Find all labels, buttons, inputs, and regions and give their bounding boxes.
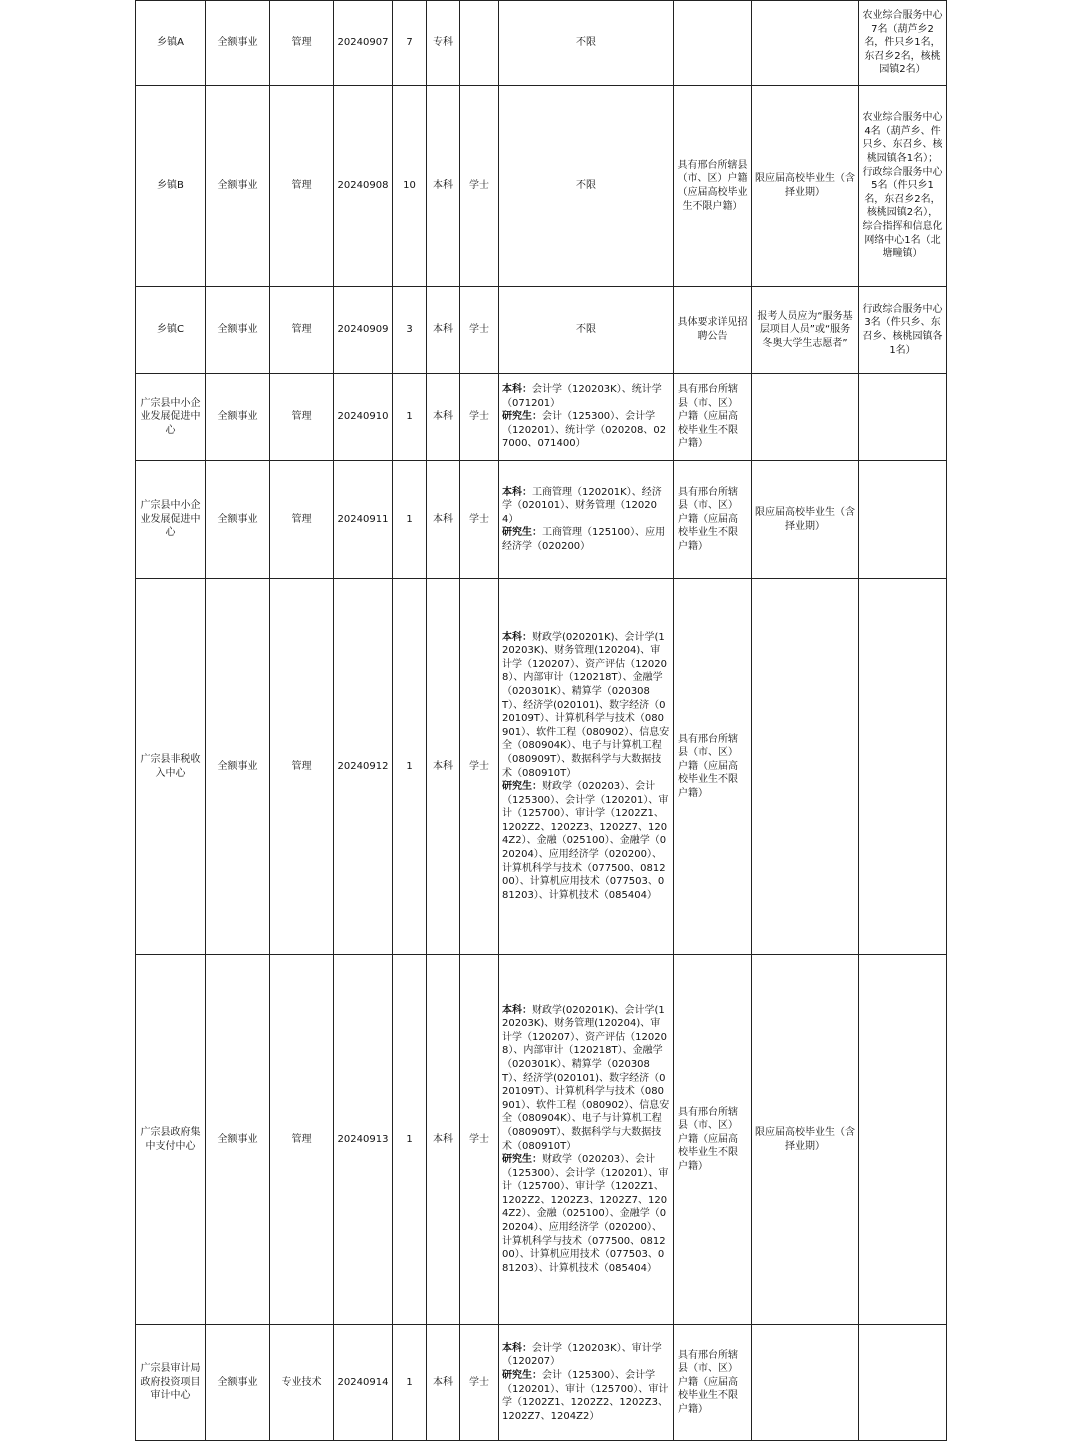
degree-cell: 学士 [460,287,499,374]
major-label-undergrad: 本科： [502,631,532,643]
type-cell: 全额事业 [206,287,270,374]
education-cell: 本科 [427,86,460,287]
education-cell: 本科 [427,1325,460,1441]
degree-cell: 学士 [460,374,499,461]
major-text-undergrad: 财政学(020201K)、会计学(120203K)、财务管理(120204)、审计学（120207）、资产评估（120208）、内部审计（120218T）、金融学（020301K）、精算学（020308T）、经济学(020101)、数字经济（020109T）、计算机科学与技术（080901）、软件工程（080902）、信息安全（080904K）、电子与计算机工程（080909T）、数据科学与大数据技术（080910T） [502,631,670,779]
education-cell: 本科 [427,579,460,955]
note-cell [859,955,947,1325]
recruitment-table [135,0,947,1441]
major-cell [499,955,674,1325]
note-cell: 农业综合服务中心4名（葫芦乡、件只乡、东召乡、核桃园镇各1名）；行政综合服务中心5名（件只乡1名，东召乡2名，核桃园镇2名），综合指挥和信息化网络中心1名（北塘疃镇） [859,86,947,287]
major-cell [499,287,674,374]
code-cell: 20240907 [334,1,393,86]
category-cell: 管理 [270,374,334,461]
education-cell: 本科 [427,955,460,1325]
table-row [136,1325,947,1441]
table-row [136,1,947,86]
type-cell: 全额事业 [206,1,270,86]
type-cell: 全额事业 [206,579,270,955]
household-cell: 具有邢台所辖县（市、区）户籍（应届高校毕业生不限户籍） [674,579,752,955]
category-cell: 专业技术 [270,1325,334,1441]
major-cell [499,1,674,86]
major-label-graduate: 研究生： [502,1369,542,1381]
other-cell [752,579,859,955]
note-cell [859,579,947,955]
degree-cell: 学士 [460,1325,499,1441]
other-cell: 报考人员应为“服务基层项目人员”或“服务冬奥大学生志愿者” [752,287,859,374]
household-cell: 具有邢台所辖县（市、区）户籍（应届高校毕业生不限户籍） [674,1325,752,1441]
note-cell: 行政综合服务中心3名（件只乡、东召乡、核桃园镇各1名） [859,287,947,374]
unit-cell: 广宗县审计局政府投资项目审计中心 [136,1325,206,1441]
major-text-graduate: 会计（125300）、会计学（120201）、审计（125700）、审计学（1202Z1、1202Z2、1202Z3、1202Z7、1204Z2） [502,1369,669,1422]
other-cell [752,1325,859,1441]
major-label-undergrad: 本科： [502,384,532,396]
unit-cell: 乡镇B [136,86,206,287]
household-cell: 具体要求详见招聘公告 [674,287,752,374]
major-label-graduate: 研究生： [502,781,542,793]
note-cell [859,461,947,579]
type-cell: 全额事业 [206,86,270,287]
major-text-graduate: 财政学（020203）、会计（125300）、会计学（120201）、审计（125700）、审计学（1202Z1、1202Z2、1202Z3、1202Z7、1204Z2）、金融（025100）、金融学（020204）、应用经济学（020200）、计算机科学与技术（077500、081200）、计算机应用技术（077503、081203）、计算机技术（085404） [502,781,669,901]
major-label-graduate: 研究生： [502,527,542,539]
count-cell: 10 [393,86,427,287]
major-text: 不限 [576,180,596,192]
household-cell: 具有邢台所辖县（市、区）户籍（应届高校毕业生不限户籍） [674,374,752,461]
major-cell [499,579,674,955]
major-label-undergrad: 本科： [502,1004,532,1016]
major-label-undergrad: 本科： [502,1342,532,1354]
note-cell [859,374,947,461]
count-cell: 3 [393,287,427,374]
code-cell: 20240909 [334,287,393,374]
other-cell [752,1,859,86]
household-cell [674,1,752,86]
major-text: 不限 [576,324,596,336]
type-cell: 全额事业 [206,955,270,1325]
major-cell [499,86,674,287]
count-cell: 1 [393,1325,427,1441]
unit-cell: 广宗县非税收入中心 [136,579,206,955]
table-row [136,374,947,461]
major-cell [499,374,674,461]
type-cell: 全额事业 [206,1325,270,1441]
other-cell: 限应届高校毕业生（含择业期） [752,86,859,287]
major-text-undergrad: 会计学（120203K）、审计学（120207） [502,1342,662,1368]
count-cell: 7 [393,1,427,86]
degree-cell [460,1,499,86]
major-label-graduate: 研究生： [502,1154,542,1166]
category-cell: 管理 [270,955,334,1325]
other-cell: 限应届高校毕业生（含择业期） [752,461,859,579]
major-label-undergrad: 本科： [502,486,532,498]
code-cell: 20240912 [334,579,393,955]
count-cell: 1 [393,579,427,955]
major-cell [499,1325,674,1441]
code-cell: 20240914 [334,1325,393,1441]
education-cell: 专科 [427,1,460,86]
unit-cell: 乡镇A [136,1,206,86]
code-cell: 20240913 [334,955,393,1325]
education-cell: 本科 [427,374,460,461]
degree-cell: 学士 [460,461,499,579]
household-cell: 具有邢台所辖县（市、区）户籍（应届高校毕业生不限户籍） [674,86,752,287]
unit-cell: 乡镇C [136,287,206,374]
degree-cell: 学士 [460,86,499,287]
count-cell: 1 [393,374,427,461]
category-cell: 管理 [270,287,334,374]
table-row [136,461,947,579]
table-row [136,86,947,287]
note-cell: 农业综合服务中心7名（葫芦乡2名，件只乡1名，东召乡2名，核桃园镇2名） [859,1,947,86]
education-cell: 本科 [427,461,460,579]
education-cell: 本科 [427,287,460,374]
major-text-graduate: 会计（125300）、会计学（120201）、统计学（020208、027000、071400） [502,411,667,450]
major-cell [499,461,674,579]
unit-cell: 广宗县政府集中支付中心 [136,955,206,1325]
category-cell: 管理 [270,579,334,955]
major-text-undergrad: 工商管理（120201K）、经济学（020101）、财务管理（120204） [502,486,662,525]
table-row [136,955,947,1325]
type-cell: 全额事业 [206,374,270,461]
note-cell [859,1325,947,1441]
category-cell: 管理 [270,461,334,579]
count-cell: 1 [393,461,427,579]
unit-cell: 广宗县中小企业发展促进中心 [136,374,206,461]
other-cell: 限应届高校毕业生（含择业期） [752,955,859,1325]
major-label-graduate: 研究生： [502,411,542,423]
table-row [136,579,947,955]
category-cell: 管理 [270,86,334,287]
household-cell: 具有邢台所辖县（市、区）户籍（应届高校毕业生不限户籍） [674,461,752,579]
major-text-graduate: 财政学（020203）、会计（125300）、会计学（120201）、审计（125700）、审计学（1202Z1、1202Z2、1202Z3、1202Z7、1204Z2）、金融（025100）、金融学（020204）、应用经济学（020200）、计算机科学与技术（077500、081200）、计算机应用技术（077503、081203）、计算机技术（085404） [502,1154,669,1274]
code-cell: 20240910 [334,374,393,461]
table-row [136,287,947,374]
major-text-graduate: 工商管理（125100）、应用经济学（020200） [502,527,666,552]
count-cell: 1 [393,955,427,1325]
code-cell: 20240911 [334,461,393,579]
category-cell: 管理 [270,1,334,86]
other-cell [752,374,859,461]
major-text: 不限 [576,37,596,49]
code-cell: 20240908 [334,86,393,287]
type-cell: 全额事业 [206,461,270,579]
degree-cell: 学士 [460,955,499,1325]
unit-cell: 广宗县中小企业发展促进中心 [136,461,206,579]
major-text-undergrad: 会计学（120203K）、统计学（071201） [502,384,662,409]
major-text-undergrad: 财政学(020201K)、会计学(120203K)、财务管理(120204)、审计学（120207）、资产评估（120208）、内部审计（120218T）、金融学（020301K）、精算学（020308T）、经济学(020101)、数字经济（020109T）、计算机科学与技术（080901）、软件工程（080902）、信息安全（080904K）、电子与计算机工程（080909T）、数据科学与大数据技术（080910T） [502,1004,670,1152]
household-cell: 具有邢台所辖县（市、区）户籍（应届高校毕业生不限户籍） [674,955,752,1325]
degree-cell: 学士 [460,579,499,955]
